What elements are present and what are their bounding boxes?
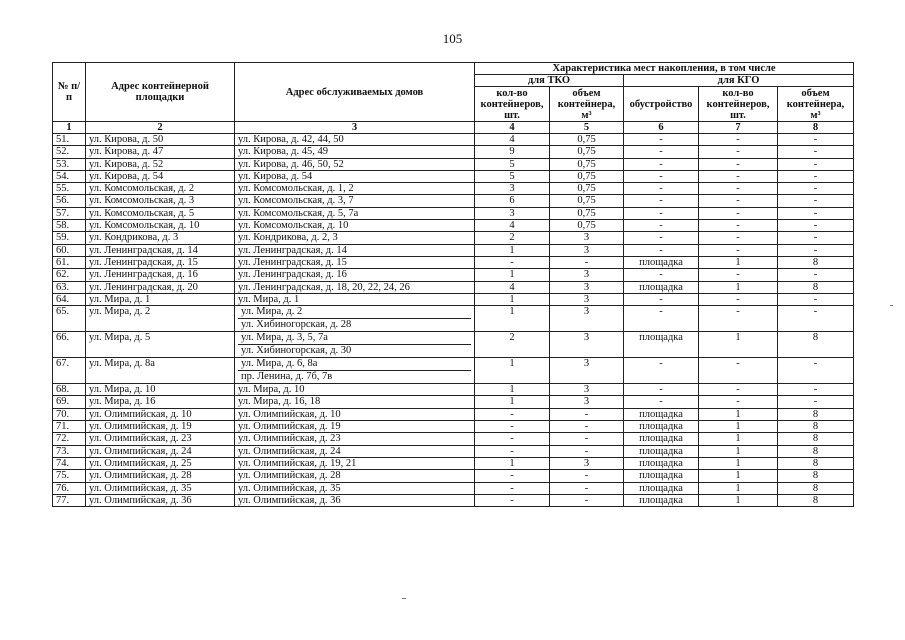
tko-volume: - bbox=[550, 494, 624, 506]
kgo-volume: - bbox=[778, 183, 854, 195]
kgo-volume: - bbox=[778, 244, 854, 256]
site-address: ул. Олимпийская, д. 35 bbox=[86, 482, 235, 494]
tko-count: 3 bbox=[475, 207, 550, 219]
header-tko-count: кол-во контейнеров, шт. bbox=[475, 87, 550, 122]
row-number: 51. bbox=[53, 134, 86, 146]
served-house-line: ул. Мира, д. 1 bbox=[238, 293, 300, 305]
header-num: № п/п bbox=[53, 63, 86, 122]
row-number: 71. bbox=[53, 421, 86, 433]
served-house-line: ул. Олимпийская, д. 10 bbox=[238, 408, 341, 420]
site-address: ул. Ленинградская, д. 15 bbox=[86, 256, 235, 268]
site-address: ул. Олимпийская, д. 28 bbox=[86, 470, 235, 482]
row-number: 75. bbox=[53, 470, 86, 482]
row-number: 54. bbox=[53, 170, 86, 182]
served-houses bbox=[235, 170, 475, 182]
kgo-volume: - bbox=[778, 232, 854, 244]
tko-volume: 3 bbox=[550, 293, 624, 305]
column-number: 2 bbox=[86, 122, 235, 134]
tko-volume: 3 bbox=[550, 396, 624, 408]
row-number: 58. bbox=[53, 220, 86, 232]
served-house-line: ул. Ленинградская, д. 16 bbox=[238, 269, 347, 281]
served-house-line: ул. Кирова, д. 45, 49 bbox=[238, 146, 328, 158]
site-address: ул. Кондрикова, д. 3 bbox=[86, 232, 235, 244]
site-address: ул. Комсомольская, д. 10 bbox=[86, 220, 235, 232]
kgo-facility: площадка bbox=[624, 457, 699, 469]
served-house-line: ул. Мира, д. 6, 8а bbox=[238, 358, 471, 371]
site-address: ул. Кирова, д. 54 bbox=[86, 170, 235, 182]
kgo-volume: - bbox=[778, 358, 854, 384]
served-house-line: ул. Мира, д. 10 bbox=[238, 384, 305, 396]
served-house-line: ул. Кирова, д. 46, 50, 52 bbox=[238, 158, 344, 170]
table-body bbox=[53, 134, 854, 507]
kgo-volume: 8 bbox=[778, 332, 854, 358]
table-row bbox=[53, 134, 854, 146]
tko-count: 1 bbox=[475, 358, 550, 384]
kgo-count: 1 bbox=[699, 470, 778, 482]
kgo-facility: - bbox=[624, 134, 699, 146]
tko-volume: 3 bbox=[550, 281, 624, 293]
tko-count: 5 bbox=[475, 170, 550, 182]
served-houses bbox=[235, 183, 475, 195]
row-number: 62. bbox=[53, 269, 86, 281]
table-row bbox=[53, 158, 854, 170]
kgo-count: 1 bbox=[699, 433, 778, 445]
served-houses bbox=[235, 293, 475, 305]
tko-count: 3 bbox=[475, 183, 550, 195]
kgo-volume: 8 bbox=[778, 445, 854, 457]
kgo-count: - bbox=[699, 293, 778, 305]
kgo-facility: - bbox=[624, 220, 699, 232]
header-kgo: для КГО bbox=[624, 75, 854, 87]
container-sites-table bbox=[52, 62, 854, 507]
served-houses bbox=[235, 195, 475, 207]
kgo-count: - bbox=[699, 384, 778, 396]
served-houses bbox=[235, 134, 475, 146]
kgo-facility: площадка bbox=[624, 408, 699, 420]
served-houses bbox=[235, 244, 475, 256]
kgo-volume: 8 bbox=[778, 494, 854, 506]
table-row bbox=[53, 269, 854, 281]
table-row bbox=[53, 293, 854, 305]
served-houses bbox=[235, 332, 475, 358]
served-houses bbox=[235, 445, 475, 457]
kgo-facility: площадка bbox=[624, 421, 699, 433]
kgo-facility: - bbox=[624, 195, 699, 207]
kgo-count: - bbox=[699, 396, 778, 408]
kgo-count: - bbox=[699, 183, 778, 195]
table-row bbox=[53, 408, 854, 420]
served-houses bbox=[235, 396, 475, 408]
kgo-volume: - bbox=[778, 306, 854, 332]
column-number: 7 bbox=[699, 122, 778, 134]
site-address: ул. Кирова, д. 50 bbox=[86, 134, 235, 146]
kgo-volume: 8 bbox=[778, 281, 854, 293]
tko-volume: - bbox=[550, 408, 624, 420]
served-house-line: ул. Олимпийская, д. 36 bbox=[238, 494, 341, 506]
kgo-volume: 8 bbox=[778, 457, 854, 469]
kgo-count: 1 bbox=[699, 445, 778, 457]
served-houses bbox=[235, 358, 475, 384]
header-kgo-count: кол-во контейнеров, шт. bbox=[699, 87, 778, 122]
header-tko-volume: объем контейнера, м³ bbox=[550, 87, 624, 122]
row-number: 56. bbox=[53, 195, 86, 207]
tko-count: - bbox=[475, 470, 550, 482]
tko-volume: - bbox=[550, 433, 624, 445]
tko-volume: 0,75 bbox=[550, 183, 624, 195]
table-row bbox=[53, 433, 854, 445]
served-house-line: ул. Кирова, д. 54 bbox=[238, 170, 313, 182]
table-row bbox=[53, 358, 854, 384]
tko-count: 2 bbox=[475, 332, 550, 358]
table-row bbox=[53, 183, 854, 195]
tko-volume: 3 bbox=[550, 269, 624, 281]
kgo-count: - bbox=[699, 244, 778, 256]
tko-volume: 3 bbox=[550, 232, 624, 244]
served-houses bbox=[235, 421, 475, 433]
kgo-count: - bbox=[699, 306, 778, 332]
row-number: 70. bbox=[53, 408, 86, 420]
table-row bbox=[53, 232, 854, 244]
header-kgo-facility: обустройство bbox=[624, 87, 699, 122]
row-number: 53. bbox=[53, 158, 86, 170]
served-houses bbox=[235, 220, 475, 232]
tko-volume: - bbox=[550, 470, 624, 482]
tko-count: - bbox=[475, 256, 550, 268]
table-row bbox=[53, 207, 854, 219]
table-row bbox=[53, 256, 854, 268]
header-houses: Адрес обслуживаемых домов bbox=[235, 63, 475, 122]
row-number: 52. bbox=[53, 146, 86, 158]
served-house-line: ул. Комсомольская, д. 3, 7 bbox=[238, 195, 354, 207]
served-house-line: ул. Олимпийская, д. 35 bbox=[238, 482, 341, 494]
kgo-count: - bbox=[699, 220, 778, 232]
site-address: ул. Ленинградская, д. 14 bbox=[86, 244, 235, 256]
kgo-count: - bbox=[699, 207, 778, 219]
kgo-facility: - bbox=[624, 207, 699, 219]
row-number: 63. bbox=[53, 281, 86, 293]
footer-mark bbox=[402, 598, 406, 599]
tko-volume: 3 bbox=[550, 457, 624, 469]
page-number: 105 bbox=[442, 31, 463, 46]
site-address: ул. Ленинградская, д. 20 bbox=[86, 281, 235, 293]
tko-count: 1 bbox=[475, 457, 550, 469]
kgo-volume: 8 bbox=[778, 256, 854, 268]
kgo-facility: площадка bbox=[624, 470, 699, 482]
kgo-facility: - bbox=[624, 183, 699, 195]
kgo-volume: - bbox=[778, 158, 854, 170]
table-row bbox=[53, 421, 854, 433]
kgo-volume: 8 bbox=[778, 421, 854, 433]
kgo-volume: 8 bbox=[778, 482, 854, 494]
tko-volume: 3 bbox=[550, 306, 624, 332]
row-number: 76. bbox=[53, 482, 86, 494]
served-houses bbox=[235, 269, 475, 281]
site-address: ул. Комсомольская, д. 2 bbox=[86, 183, 235, 195]
kgo-count: - bbox=[699, 170, 778, 182]
tko-count: 1 bbox=[475, 306, 550, 332]
tko-count: 4 bbox=[475, 134, 550, 146]
served-house-line: ул. Олимпийская, д. 19 bbox=[238, 421, 341, 433]
tko-volume: - bbox=[550, 421, 624, 433]
kgo-volume: 8 bbox=[778, 470, 854, 482]
tko-count: 6 bbox=[475, 195, 550, 207]
served-houses bbox=[235, 281, 475, 293]
served-houses bbox=[235, 146, 475, 158]
served-house-line: ул. Хибиногорская, д. 28 bbox=[241, 319, 352, 331]
tko-volume: - bbox=[550, 482, 624, 494]
kgo-facility: площадка bbox=[624, 445, 699, 457]
column-number: 4 bbox=[475, 122, 550, 134]
row-number: 69. bbox=[53, 396, 86, 408]
kgo-volume: - bbox=[778, 146, 854, 158]
column-number: 6 bbox=[624, 122, 699, 134]
table-row bbox=[53, 146, 854, 158]
served-house-line: ул. Ленинградская, д. 14 bbox=[238, 244, 347, 256]
site-address: ул. Кирова, д. 52 bbox=[86, 158, 235, 170]
served-house-line: ул. Комсомольская, д. 10 bbox=[238, 220, 349, 232]
tko-count: 4 bbox=[475, 281, 550, 293]
kgo-volume: - bbox=[778, 207, 854, 219]
kgo-volume: 8 bbox=[778, 433, 854, 445]
kgo-count: - bbox=[699, 134, 778, 146]
served-house-line: ул. Комсомольская, д. 1, 2 bbox=[238, 183, 354, 195]
tko-volume: 0,75 bbox=[550, 158, 624, 170]
row-number: 57. bbox=[53, 207, 86, 219]
tko-count: 1 bbox=[475, 293, 550, 305]
header-tko: для ТКО bbox=[475, 75, 624, 87]
kgo-count: - bbox=[699, 269, 778, 281]
kgo-volume: - bbox=[778, 396, 854, 408]
served-houses bbox=[235, 207, 475, 219]
kgo-count: - bbox=[699, 358, 778, 384]
site-address: ул. Олимпийская, д. 25 bbox=[86, 457, 235, 469]
column-number: 3 bbox=[235, 122, 475, 134]
site-address: ул. Мира, д. 16 bbox=[86, 396, 235, 408]
kgo-count: 1 bbox=[699, 482, 778, 494]
served-house-line: ул. Ленинградская, д. 15 bbox=[238, 256, 347, 268]
served-houses bbox=[235, 457, 475, 469]
tko-count: - bbox=[475, 482, 550, 494]
tko-count: - bbox=[475, 494, 550, 506]
served-house-line: ул. Ленинградская, д. 18, 20, 22, 24, 26 bbox=[238, 281, 410, 293]
served-house-line: ул. Хибиногорская, д. 30 bbox=[241, 345, 352, 357]
served-house-line: ул. Мира, д. 16, 18 bbox=[238, 396, 321, 408]
served-house-line: ул. Олимпийская, д. 24 bbox=[238, 445, 341, 457]
tko-volume: 0,75 bbox=[550, 220, 624, 232]
kgo-facility: - bbox=[624, 396, 699, 408]
served-house-line: ул. Кондрикова, д. 2, 3 bbox=[238, 232, 338, 244]
tko-volume: 0,75 bbox=[550, 195, 624, 207]
row-number: 59. bbox=[53, 232, 86, 244]
served-house-line: ул. Мира, д. 3, 5, 7а bbox=[238, 332, 471, 345]
served-house-line: ул. Мира, д. 2 bbox=[238, 306, 471, 319]
tko-volume: 0,75 bbox=[550, 134, 624, 146]
tko-count: 1 bbox=[475, 244, 550, 256]
kgo-facility: - bbox=[624, 170, 699, 182]
kgo-volume: - bbox=[778, 293, 854, 305]
site-address: ул. Олимпийская, д. 24 bbox=[86, 445, 235, 457]
row-number: 67. bbox=[53, 358, 86, 384]
kgo-facility: - bbox=[624, 358, 699, 384]
kgo-count: 1 bbox=[699, 421, 778, 433]
served-houses bbox=[235, 306, 475, 332]
table-header bbox=[53, 63, 854, 134]
kgo-facility: площадка bbox=[624, 256, 699, 268]
served-houses bbox=[235, 433, 475, 445]
site-address: ул. Олимпийская, д. 10 bbox=[86, 408, 235, 420]
site-address: ул. Олимпийская, д. 36 bbox=[86, 494, 235, 506]
kgo-facility: - bbox=[624, 384, 699, 396]
kgo-count: 1 bbox=[699, 494, 778, 506]
table-row bbox=[53, 445, 854, 457]
row-number: 61. bbox=[53, 256, 86, 268]
header-characteristics: Характеристика мест накопления, в том числе bbox=[475, 63, 854, 75]
column-number: 1 bbox=[53, 122, 86, 134]
table-row bbox=[53, 170, 854, 182]
table-row bbox=[53, 195, 854, 207]
kgo-facility: - bbox=[624, 244, 699, 256]
served-house-line: пр. Ленина, д. 7б, 7в bbox=[241, 371, 333, 383]
kgo-facility: площадка bbox=[624, 281, 699, 293]
kgo-count: - bbox=[699, 232, 778, 244]
row-number: 55. bbox=[53, 183, 86, 195]
kgo-count: 1 bbox=[699, 256, 778, 268]
column-numbers-row bbox=[53, 122, 854, 134]
table-row bbox=[53, 396, 854, 408]
kgo-volume: - bbox=[778, 384, 854, 396]
tko-volume: - bbox=[550, 445, 624, 457]
kgo-facility: площадка bbox=[624, 332, 699, 358]
served-houses bbox=[235, 408, 475, 420]
served-house-line: ул. Комсомольская, д. 5, 7а bbox=[238, 207, 359, 219]
kgo-facility: площадка bbox=[624, 494, 699, 506]
kgo-facility: площадка bbox=[624, 433, 699, 445]
tko-count: 1 bbox=[475, 269, 550, 281]
kgo-facility: - bbox=[624, 146, 699, 158]
site-address: ул. Комсомольская, д. 5 bbox=[86, 207, 235, 219]
kgo-facility: - bbox=[624, 293, 699, 305]
table-row bbox=[53, 281, 854, 293]
row-number: 68. bbox=[53, 384, 86, 396]
kgo-volume: - bbox=[778, 134, 854, 146]
tko-count: 9 bbox=[475, 146, 550, 158]
tko-volume: - bbox=[550, 256, 624, 268]
kgo-facility: - bbox=[624, 306, 699, 332]
row-number: 66. bbox=[53, 332, 86, 358]
served-houses bbox=[235, 256, 475, 268]
served-houses bbox=[235, 232, 475, 244]
row-number: 65. bbox=[53, 306, 86, 332]
served-houses bbox=[235, 470, 475, 482]
site-address: ул. Ленинградская, д. 16 bbox=[86, 269, 235, 281]
table-row bbox=[53, 384, 854, 396]
served-houses bbox=[235, 482, 475, 494]
site-address: ул. Комсомольская, д. 3 bbox=[86, 195, 235, 207]
table-row bbox=[53, 470, 854, 482]
site-address: ул. Мира, д. 10 bbox=[86, 384, 235, 396]
tko-volume: 3 bbox=[550, 332, 624, 358]
tko-count: - bbox=[475, 445, 550, 457]
table-row bbox=[53, 482, 854, 494]
served-houses bbox=[235, 384, 475, 396]
row-number: 73. bbox=[53, 445, 86, 457]
header-kgo-volume: объем контейнера, м³ bbox=[778, 87, 854, 122]
served-house-line: ул. Кирова, д. 42, 44, 50 bbox=[238, 134, 344, 145]
tko-volume: 0,75 bbox=[550, 146, 624, 158]
table-row bbox=[53, 244, 854, 256]
served-houses bbox=[235, 158, 475, 170]
kgo-volume: - bbox=[778, 220, 854, 232]
tko-volume: 3 bbox=[550, 384, 624, 396]
served-houses bbox=[235, 494, 475, 506]
kgo-volume: - bbox=[778, 170, 854, 182]
kgo-facility: - bbox=[624, 158, 699, 170]
tko-count: 5 bbox=[475, 158, 550, 170]
tko-volume: 0,75 bbox=[550, 207, 624, 219]
tko-count: 1 bbox=[475, 396, 550, 408]
site-address: ул. Олимпийская, д. 19 bbox=[86, 421, 235, 433]
margin-mark bbox=[890, 305, 893, 306]
column-number: 8 bbox=[778, 122, 854, 134]
kgo-volume: - bbox=[778, 269, 854, 281]
tko-count: 2 bbox=[475, 232, 550, 244]
row-number: 64. bbox=[53, 293, 86, 305]
kgo-count: 1 bbox=[699, 457, 778, 469]
kgo-count: 1 bbox=[699, 408, 778, 420]
row-number: 72. bbox=[53, 433, 86, 445]
site-address: ул. Кирова, д. 47 bbox=[86, 146, 235, 158]
served-house-line: ул. Олимпийская, д. 28 bbox=[238, 470, 341, 482]
site-address: ул. Мира, д. 5 bbox=[86, 332, 235, 358]
row-number: 77. bbox=[53, 494, 86, 506]
tko-count: 1 bbox=[475, 384, 550, 396]
kgo-count: - bbox=[699, 146, 778, 158]
kgo-count: 1 bbox=[699, 281, 778, 293]
tko-volume: 3 bbox=[550, 358, 624, 384]
site-address: ул. Олимпийская, д. 23 bbox=[86, 433, 235, 445]
site-address: ул. Мира, д. 8а bbox=[86, 358, 235, 384]
site-address: ул. Мира, д. 1 bbox=[86, 293, 235, 305]
kgo-facility: - bbox=[624, 269, 699, 281]
table-row bbox=[53, 457, 854, 469]
kgo-count: - bbox=[699, 195, 778, 207]
site-address: ул. Мира, д. 2 bbox=[86, 306, 235, 332]
tko-count: - bbox=[475, 421, 550, 433]
served-house-line: ул. Олимпийская, д. 23 bbox=[238, 433, 341, 445]
row-number: 74. bbox=[53, 457, 86, 469]
header-address: Адрес контейнерной площадки bbox=[86, 63, 235, 122]
table-row bbox=[53, 220, 854, 232]
tko-count: 4 bbox=[475, 220, 550, 232]
row-number: 60. bbox=[53, 244, 86, 256]
kgo-volume: 8 bbox=[778, 408, 854, 420]
tko-volume: 3 bbox=[550, 244, 624, 256]
table-row bbox=[53, 306, 854, 332]
kgo-volume: - bbox=[778, 195, 854, 207]
tko-count: - bbox=[475, 408, 550, 420]
kgo-count: - bbox=[699, 158, 778, 170]
tko-volume: 0,75 bbox=[550, 170, 624, 182]
tko-count: - bbox=[475, 433, 550, 445]
column-number: 5 bbox=[550, 122, 624, 134]
kgo-facility: - bbox=[624, 232, 699, 244]
kgo-count: 1 bbox=[699, 332, 778, 358]
table-row bbox=[53, 332, 854, 358]
kgo-facility: площадка bbox=[624, 482, 699, 494]
served-house-line: ул. Олимпийская, д. 19, 21 bbox=[238, 457, 357, 469]
table-row bbox=[53, 494, 854, 506]
